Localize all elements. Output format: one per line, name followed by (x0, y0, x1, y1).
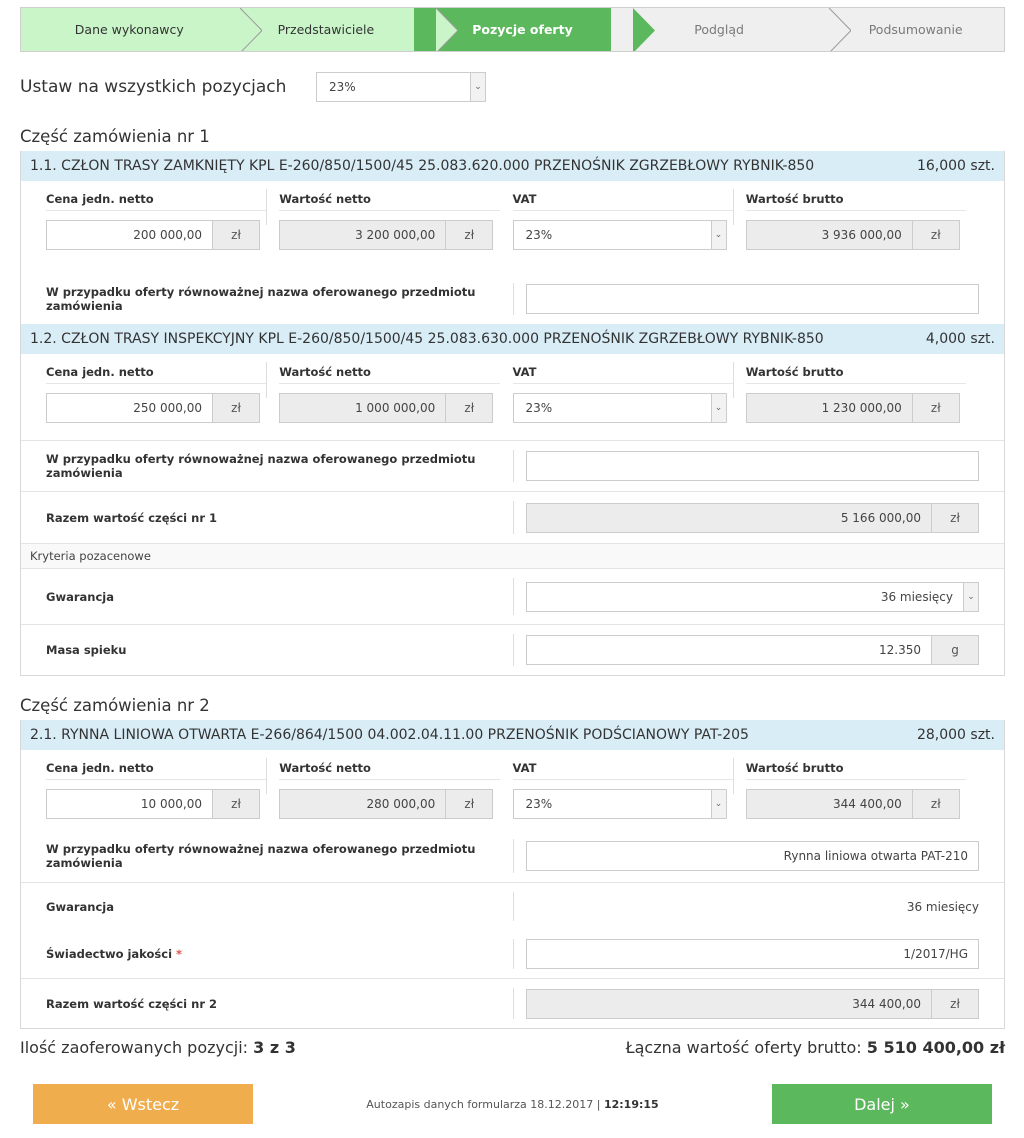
equivalent-label: W przypadku oferty równoważnej nazwa oferowanego przedmiotu zamówienia (46, 285, 476, 313)
price-col (46, 189, 279, 274)
vat-col (513, 758, 746, 830)
warranty-value: 36 miesięcy (906, 899, 979, 914)
mass-label: Masa spieku (46, 643, 127, 657)
step-label: Podgląd (694, 22, 744, 37)
currency-addon: zł (213, 789, 260, 819)
warranty-select[interactable] (526, 582, 979, 612)
chevron-down-icon: ⌄ (963, 583, 978, 611)
currency-addon: zł (913, 393, 960, 423)
net-col (279, 758, 512, 830)
mass-input[interactable]: 12.350 (526, 635, 932, 665)
equivalent-row (21, 830, 1004, 882)
price-input[interactable]: 10 000,00 (46, 789, 213, 819)
currency-addon: zł (446, 393, 493, 423)
price-col (46, 362, 279, 440)
vat-value: 23% (525, 797, 553, 811)
net-value: 280 000,00 (279, 789, 446, 819)
item-name: 1.1. CZŁON TRASY ZAMKNIĘTY KPL E-260/850/1500/45 25.083.620.000 PRZENOŚNIK ZGRZEBŁOWY RYBNIK-850 (30, 158, 815, 174)
price-label: Cena jedn. netto (46, 758, 266, 780)
mass-unit: g (932, 635, 979, 665)
bulk-vat-value: 23% (329, 80, 356, 94)
equivalent-row (21, 274, 1004, 324)
warranty-value: 36 miesięcy (880, 589, 953, 604)
chevron-down-icon: ⌄ (470, 73, 485, 101)
vat-value: 23% (525, 401, 553, 415)
price-input[interactable]: 200 000,00 (46, 220, 213, 250)
vat-col (513, 189, 746, 274)
autosave-time: 12:19:15 (603, 1097, 659, 1111)
equivalent-row (21, 440, 1004, 491)
offered-count-value: 3 z 3 (253, 1037, 296, 1057)
vat-select[interactable] (513, 220, 727, 250)
equivalent-label: W przypadku oferty równoważnej nazwa oferowanego przedmiotu zamówienia (46, 842, 476, 870)
step-dane-wykonawcy[interactable] (21, 8, 218, 51)
currency-addon: zł (213, 220, 260, 250)
chevron-down-icon: ⌄ (711, 790, 726, 818)
item-header (21, 720, 1004, 750)
warranty-label: Gwarancja (46, 899, 114, 914)
item-fields (21, 181, 1004, 274)
vat-select[interactable] (513, 393, 727, 423)
part-2-title: Część zamówienia nr 2 (20, 696, 210, 715)
net-label: Wartość netto (279, 758, 499, 780)
part-1-total-label: Razem wartość części nr 1 (46, 510, 217, 525)
price-input[interactable]: 250 000,00 (46, 393, 213, 423)
item-qty: 4,000 szt. (925, 331, 995, 347)
item-qty: 28,000 szt. (916, 727, 995, 743)
item-name: 2.1. RYNNA LINIOWA OTWARTA E-266/864/1500 04.002.04.11.00 PRZENOŚNIK PODŚCIANOWY PAT-205 (30, 727, 749, 743)
gross-col (746, 758, 979, 830)
currency-addon: zł (913, 220, 960, 250)
autosave-status: Autozapis danych formularza 18.12.2017 | 12:19:15 (366, 1097, 659, 1111)
currency-addon: zł (913, 789, 960, 819)
vat-col (513, 362, 746, 440)
warranty-label: Gwarancja (46, 589, 114, 604)
vat-select[interactable] (513, 789, 727, 819)
offer-total-value: 5 510 400,00 zł (866, 1037, 1005, 1057)
item-name: 1.2. CZŁON TRASY INSPEKCYJNY KPL E-260/850/1500/45 25.083.630.000 PRZENOŚNIK ZGRZEBŁOWY RYBNIK-850 (30, 331, 824, 347)
net-col (279, 362, 512, 440)
currency-addon: zł (932, 989, 979, 1019)
equivalent-input[interactable]: Rynna liniowa otwarta PAT-210 (526, 841, 979, 871)
net-label: Wartość netto (279, 189, 499, 211)
next-button[interactable]: Dalej » (772, 1084, 992, 1124)
chevron-down-icon: ⌄ (711, 394, 726, 422)
criteria-header: Kryteria pozacenowe (21, 543, 1004, 568)
offered-count: Ilość zaoferowanych pozycji: 3 z 3 (20, 1037, 296, 1057)
footer (20, 1084, 1005, 1124)
part-2-box (20, 720, 1005, 1029)
vat-label: VAT (513, 362, 733, 384)
bulk-vat-select[interactable] (316, 72, 486, 102)
step-label: Dane wykonawcy (74, 22, 184, 37)
chevron-down-icon: ⌄ (711, 221, 726, 249)
gross-col (746, 362, 979, 440)
offer-summary (20, 1029, 1005, 1065)
item-header (21, 324, 1004, 354)
currency-addon: zł (446, 789, 493, 819)
part-1-total-value: 5 166 000,00 (526, 503, 932, 533)
bulk-vat-row (20, 72, 1005, 102)
part-2-total-value: 344 400,00 (526, 989, 932, 1019)
required-marker: * (176, 947, 183, 961)
back-button[interactable]: « Wstecz (33, 1084, 253, 1124)
currency-addon: zł (446, 220, 493, 250)
certificate-label: Świadectwo jakości (46, 947, 173, 961)
gross-label: Wartość brutto (746, 189, 966, 211)
step-label: Pozycje oferty (472, 22, 573, 37)
mass-row (21, 624, 1004, 675)
item-header (21, 151, 1004, 181)
part-1-title: Część zamówienia nr 1 (20, 127, 210, 146)
warranty-row (21, 882, 1004, 930)
certificate-input[interactable]: 1/2017/HG (526, 939, 979, 969)
step-label: Podsumowanie (868, 22, 963, 37)
bulk-vat-label: Ustaw na wszystkich pozycjach (20, 77, 287, 97)
wizard-steps (20, 7, 1005, 52)
currency-addon: zł (932, 503, 979, 533)
part-2-total-label: Razem wartość części nr 2 (46, 996, 217, 1011)
gross-label: Wartość brutto (746, 362, 966, 384)
part-1-total-row (21, 491, 1004, 543)
item-qty: 16,000 szt. (916, 158, 995, 174)
gross-value: 344 400,00 (746, 789, 913, 819)
net-value: 3 200 000,00 (279, 220, 446, 250)
currency-addon: zł (213, 393, 260, 423)
equivalent-label: W przypadku oferty równoważnej nazwa oferowanego przedmiotu zamówienia (46, 452, 476, 480)
price-label: Cena jedn. netto (46, 362, 266, 384)
price-col (46, 758, 279, 830)
step-label: Przedstawiciele (277, 22, 375, 37)
item-fields (21, 354, 1004, 440)
gross-col (746, 189, 979, 274)
vat-label: VAT (513, 189, 733, 211)
vat-value: 23% (525, 228, 553, 242)
net-value: 1 000 000,00 (279, 393, 446, 423)
gross-value: 1 230 000,00 (746, 393, 913, 423)
certificate-row (21, 930, 1004, 978)
net-col (279, 189, 512, 274)
gross-value: 3 936 000,00 (746, 220, 913, 250)
offer-total: Łączna wartość oferty brutto: 5 510 400,00 zł (625, 1037, 1005, 1057)
equivalent-input[interactable] (526, 284, 979, 314)
part-2-total-row (21, 978, 1004, 1028)
gross-label: Wartość brutto (746, 758, 966, 780)
warranty-row (21, 568, 1004, 624)
equivalent-input[interactable] (526, 451, 979, 481)
price-label: Cena jedn. netto (46, 189, 266, 211)
item-fields (21, 750, 1004, 830)
net-label: Wartość netto (279, 362, 499, 384)
part-1-box (20, 151, 1005, 676)
vat-label: VAT (513, 758, 733, 780)
